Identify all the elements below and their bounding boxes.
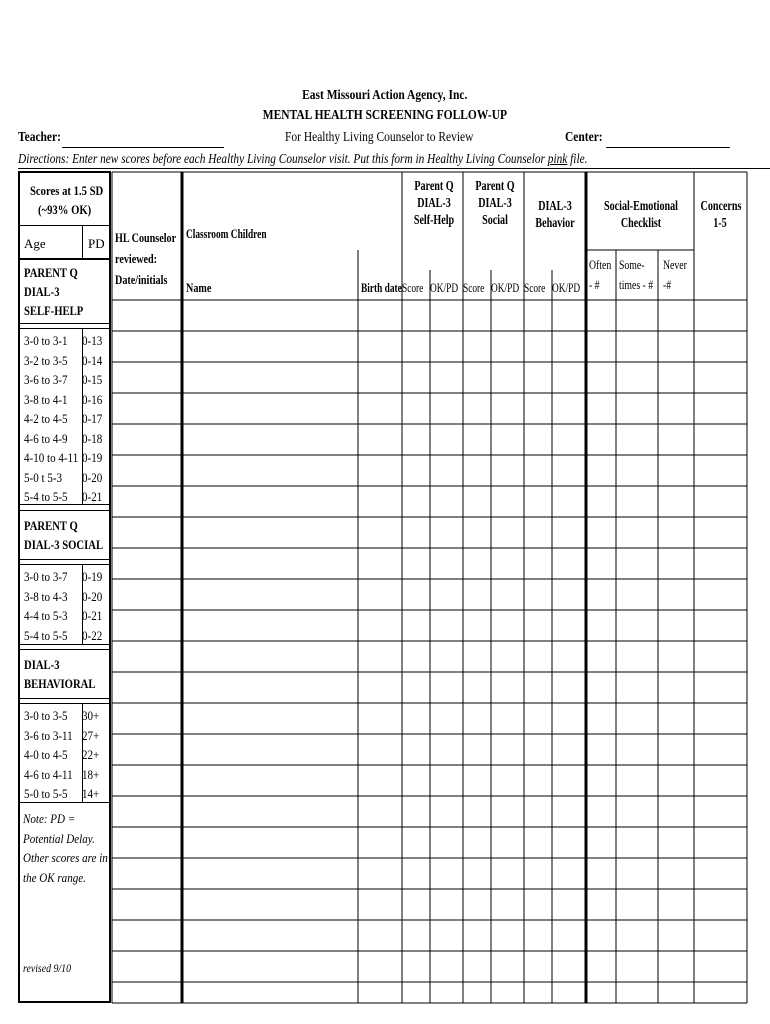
sometimes-header: Some- times - # — [619, 257, 654, 292]
hl-counselor-header: HL Counselor reviewed: Date/initials — [115, 230, 177, 287]
score-subheader: Score — [402, 280, 424, 295]
pd-range: 0-14 — [82, 352, 103, 368]
age-range: 4-2 to 4-5 — [24, 411, 68, 426]
age-range: 3-6 to 3-7 — [24, 372, 68, 387]
age-range: 4-6 to 4-11 — [24, 766, 73, 782]
behavioral-title-2: BEHAVIORAL — [24, 676, 96, 691]
pd-range: 0-17 — [82, 411, 103, 426]
age-range: 4-6 to 4-9 — [24, 430, 68, 446]
review-note: For Healthy Living Counselor to Review — [285, 130, 474, 145]
age-range: 5-4 to 5-5 — [24, 489, 68, 504]
pd-range: 14+ — [82, 786, 100, 801]
age-range: 3-0 to 3-5 — [24, 708, 68, 723]
age-range: 3-8 to 4-3 — [24, 588, 68, 604]
pd-range: 0-15 — [82, 372, 103, 387]
pd-range: 18+ — [82, 766, 100, 782]
social-title-1: PARENT Q — [24, 518, 78, 533]
pd-range: 27+ — [82, 727, 100, 743]
pd-range: 0-18 — [82, 430, 103, 446]
name-header: Name — [186, 280, 212, 295]
pink-file-underlined: pink — [547, 151, 568, 166]
organization-name: East Missouri Action Agency, Inc. — [302, 88, 468, 103]
pd-range: 0-20 — [82, 588, 103, 604]
selfhelp-title-3: SELF-HELP — [24, 303, 84, 318]
selfhelp-title-2: DIAL-3 — [24, 284, 60, 299]
pd-range: 0-16 — [82, 391, 103, 407]
age-range: 3-6 to 3-11 — [24, 727, 73, 743]
note-line: Note: PD = — [23, 811, 76, 826]
note-line: Other scores are in — [23, 850, 108, 865]
social-emotional-header: Social-Emotional Checklist — [604, 199, 678, 231]
score-subheader: Score — [524, 280, 546, 295]
directions: Directions: Enter new scores before each Healthy Living Counselor visit. Put this form in Healthy Living Counselor pink file. — [18, 151, 588, 166]
note-line: the OK range. — [23, 869, 86, 885]
behavioral-title-1: DIAL-3 — [24, 657, 60, 672]
okpd-subheader: OK/PD — [491, 280, 520, 295]
parentq-selfhelp-header: Parent Q DIAL-3 Self-Help — [413, 179, 455, 228]
pd-range: 30+ — [82, 708, 100, 723]
birth-date-header: Birth date — [361, 280, 402, 295]
age-range: 5-0 t 5-3 — [24, 469, 63, 485]
age-range: 5-0 to 5-5 — [24, 786, 68, 801]
selfhelp-title-1: PARENT Q — [24, 265, 78, 280]
center-label: Center: — [565, 130, 603, 145]
age-range: 4-10 to 4-11 — [24, 450, 79, 465]
age-range: 4-0 to 4-5 — [24, 747, 68, 762]
pd-range: 0-19 — [82, 450, 103, 465]
okpd-subheader: OK/PD — [552, 280, 581, 295]
pd-range: 0-19 — [82, 569, 103, 584]
social-title-2: DIAL-3 SOCIAL — [24, 537, 104, 552]
okpd-subheader: OK/PD — [430, 280, 459, 295]
concerns-header: Concerns 1-5 — [700, 199, 742, 231]
classroom-children-header: Classroom Children — [186, 226, 267, 241]
pd-range: 0-21 — [82, 489, 103, 504]
age-header: Age — [24, 236, 46, 251]
dial-behavior-header: DIAL-3 Behavior — [535, 199, 575, 231]
scores-subheading: (~93% OK) — [38, 202, 92, 217]
pd-header: PD — [88, 236, 105, 251]
pd-range: 0-21 — [82, 608, 103, 623]
age-range: 3-8 to 4-1 — [24, 391, 68, 407]
age-range: 5-4 to 5-5 — [24, 627, 68, 643]
scores-heading: Scores at 1.5 SD — [30, 183, 104, 198]
often-header: Often - # — [589, 257, 612, 292]
age-range: 3-0 to 3-1 — [24, 333, 68, 348]
age-range: 4-4 to 5-3 — [24, 608, 68, 623]
score-subheader: Score — [463, 280, 485, 295]
pd-range: 22+ — [82, 747, 100, 762]
pd-range: 0-13 — [82, 333, 103, 348]
parentq-social-header: Parent Q DIAL-3 Social — [475, 179, 515, 228]
age-range: 3-0 to 3-7 — [24, 569, 68, 584]
age-range: 3-2 to 3-5 — [24, 352, 68, 368]
pd-range: 0-20 — [82, 469, 103, 485]
form-title: MENTAL HEALTH SCREENING FOLLOW-UP — [262, 108, 508, 123]
never-header: Never -# — [663, 257, 687, 292]
teacher-label: Teacher: — [18, 130, 61, 145]
note-line: Potential Delay. — [23, 830, 95, 846]
pd-range: 0-22 — [82, 627, 103, 643]
revised-date: revised 9/10 — [23, 961, 72, 975]
